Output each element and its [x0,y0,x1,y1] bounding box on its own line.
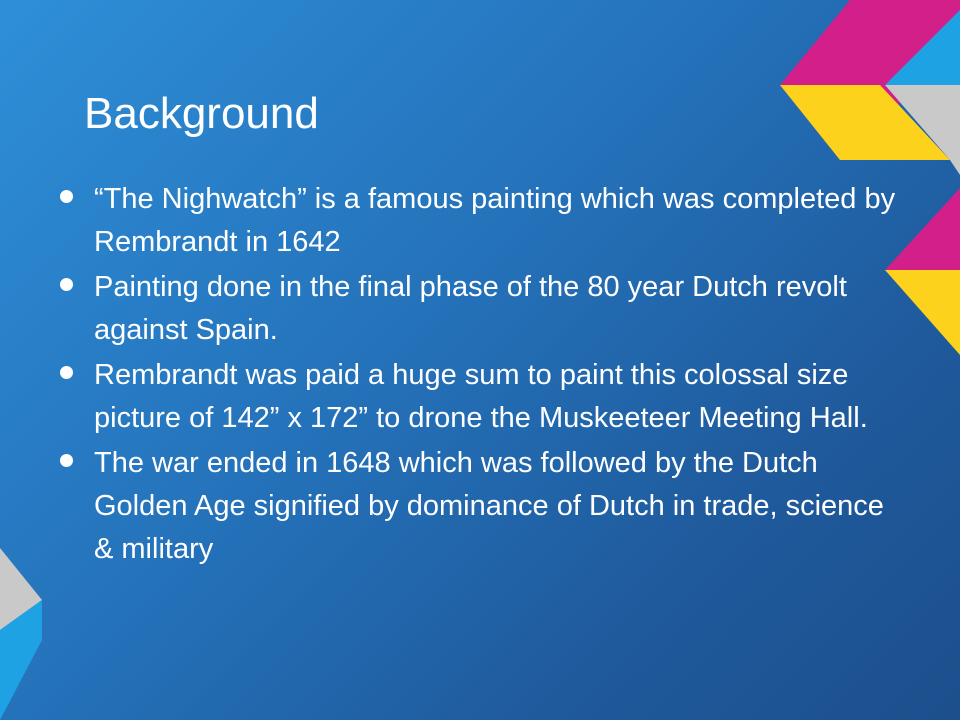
bullet-dot-icon [60,278,73,291]
bullet-item [58,178,908,264]
slide-title: Background [84,89,319,138]
bullet-list [58,178,908,573]
bullet-dot-icon [60,454,73,467]
bullet-item [58,442,908,571]
bullet-item [58,354,908,440]
bullet-dot-icon [60,190,73,203]
bullet-text: The war ended in 1648 which was followed by the Dutch Golden Age signified by dominance of Dutch in trade, science & military [94,447,884,565]
bullet-text: Rembrandt was paid a huge sum to paint this colossal size picture of 142” x 172” to drone the Muskeeteer Meeting Hall. [94,359,868,434]
bullet-dot-icon [60,366,73,379]
bullet-item [58,266,908,352]
bullet-text: “The Nighwatch” is a famous painting which was completed by Rembrandt in 1642 [94,183,896,258]
bullet-text: Painting done in the final phase of the 80 year Dutch revolt against Spain. [94,271,847,346]
